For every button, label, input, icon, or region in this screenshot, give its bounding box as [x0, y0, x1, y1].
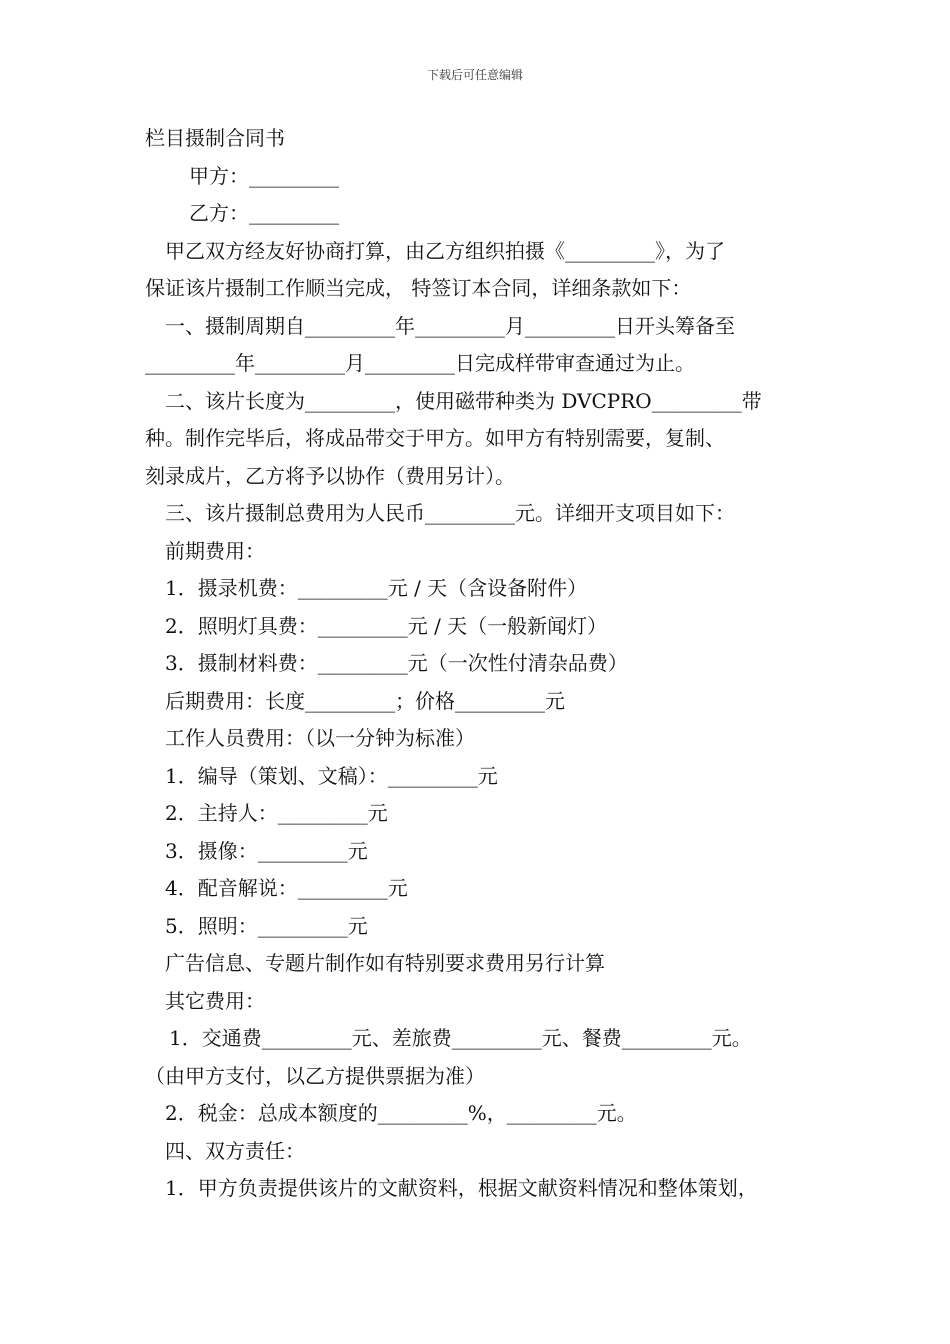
clause-4-heading: 四、双方责任： — [165, 1138, 305, 1163]
paragraph-line: （由甲方支付，以乙方提供票据为准） — [145, 1063, 485, 1088]
section-heading: 前期费用： — [165, 538, 265, 563]
clause-1-line: 一、摄制周期自_________年_________月_________日开头筹备至 — [165, 313, 735, 338]
section-heading: 工作人员费用：（以一分钟为标准） — [165, 726, 475, 750]
list-item: 2．税金：总成本额度的_________%，_________元。 — [165, 1101, 637, 1125]
document-title: 栏目摄制合同书 — [145, 126, 285, 150]
clause-2-line: 刻录成片，乙方将予以协作（费用另计）。 — [145, 463, 515, 488]
section-heading: 后期费用：长度_________；价格_________元 — [165, 688, 565, 713]
list-item: 1．甲方负责提供该片的文献资料，根据文献资料情况和整体策划， — [165, 1176, 758, 1200]
paragraph-line: 保证该片摄制工作顺当完成， 特签订本合同，详细条款如下： — [145, 276, 692, 300]
clause-3-line: 三、该片摄制总费用为人民币_________元。详细开支项目如下： — [165, 501, 735, 525]
list-item: 1．交通费_________元、差旅费_________元、餐费_________元。 — [169, 1026, 752, 1050]
document-body — [145, 120, 835, 1208]
clause-2-line: 二、该片长度为_________，使用磁带种类为 DVCPRO_________带 — [165, 388, 762, 413]
list-item: 2．照明灯具费：_________元 / 天（一般新闻灯） — [165, 613, 608, 638]
page-header: 下载后可任意编辑 — [426, 68, 523, 82]
list-item: 1．编导（策划、文稿）：_________元 — [165, 763, 498, 788]
paragraph-line: 甲乙双方经友好协商打算，由乙方组织拍摄《_________》，为了 — [165, 238, 725, 263]
party-b-line: 乙方：_________ — [189, 201, 339, 225]
list-item: 5．照明：_________元 — [165, 913, 368, 938]
clause-2-line: 种。制作完毕后，将成品带交于甲方。如甲方有特别需要，复制、 — [145, 426, 725, 450]
paragraph-line: 广告信息、专题片制作如有特别要求费用另行计算 — [165, 951, 605, 975]
list-item: 3．摄制材料费：_________元（一次性付清杂品费） — [165, 651, 628, 675]
party-a-line: 甲方：_________ — [189, 163, 339, 188]
list-item: 3．摄像：_________元 — [165, 838, 368, 863]
list-item: 1．摄录机费：_________元 / 天（含设备附件） — [165, 576, 588, 600]
clause-1-line: _________年_________月_________日完成样带审查通过为止。 — [145, 351, 695, 375]
list-item: 2．主持人：_________元 — [165, 801, 388, 825]
section-heading: 其它费用： — [165, 988, 265, 1013]
list-item: 4．配音解说：_________元 — [165, 876, 408, 900]
